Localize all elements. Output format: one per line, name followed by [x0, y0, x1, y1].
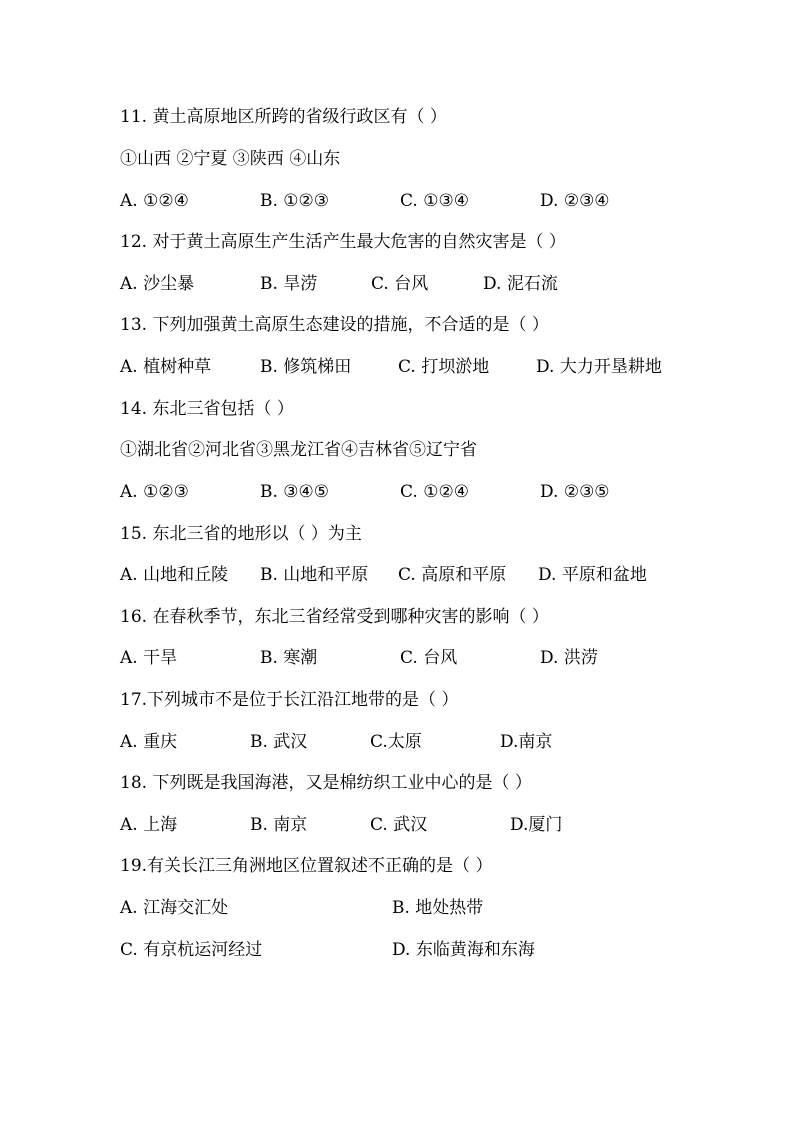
question-14-stem: 14. 东北三省包括（ ） — [120, 399, 294, 419]
option-c: C.太原 — [370, 732, 422, 752]
option-d: D. ②③④ — [540, 191, 610, 211]
option-c: C. 台风 — [371, 274, 429, 294]
option-d: D. 平原和盆地 — [538, 565, 647, 585]
option-a: A. 江海交汇处 — [120, 898, 229, 918]
option-b: B. 南京 — [250, 815, 308, 835]
question-12-stem: 12. 对于黄土高原生产生活产生最大危害的自然灾害是（ ） — [120, 232, 566, 252]
option-a: A. 植树种草 — [120, 357, 212, 377]
option-b: B. 地处热带 — [392, 898, 484, 918]
option-d: D.厦门 — [510, 815, 563, 835]
option-a: A. ①②③ — [120, 482, 189, 502]
option-c: C. 高原和平原 — [398, 565, 507, 585]
option-c: C. 有京杭运河经过 — [120, 940, 263, 960]
option-d: D. 洪涝 — [540, 648, 598, 668]
option-a: A. 山地和丘陵 — [120, 565, 229, 585]
question-16-stem: 16. 在春秋季节，东北三省经常受到哪种灾害的影响（ ） — [120, 607, 549, 627]
option-b: B. 寒潮 — [260, 648, 318, 668]
option-a: A. 干旱 — [120, 648, 178, 668]
option-c: C. ①③④ — [400, 191, 469, 211]
option-c: C. ①②④ — [400, 482, 469, 502]
option-b: B. ③④⑤ — [260, 482, 330, 502]
option-b: B. 武汉 — [250, 732, 308, 752]
option-c: C. 台风 — [400, 648, 458, 668]
option-d: D. 东临黄海和东海 — [392, 940, 535, 960]
option-b: B. 修筑梯田 — [260, 357, 352, 377]
option-a: A. ①②④ — [120, 191, 189, 211]
option-b: B. 旱涝 — [260, 274, 318, 294]
option-c: C. 打坝淤地 — [398, 357, 490, 377]
option-b: B. ①②③ — [260, 191, 330, 211]
question-17-stem: 17.下列城市不是位于长江沿江地带的是（ ） — [120, 690, 459, 710]
option-d: D.南京 — [500, 732, 553, 752]
question-15-stem: 15. 东北三省的地形以（ ）为主 — [120, 524, 362, 544]
question-11-stem: 11. 黄土高原地区所跨的省级行政区有（ ） — [120, 107, 447, 127]
option-a: A. 重庆 — [120, 732, 178, 752]
option-d: D. 大力开垦耕地 — [536, 357, 662, 377]
option-a: A. 上海 — [120, 815, 178, 835]
option-b: B. 山地和平原 — [260, 565, 369, 585]
question-11-statements: ①山西 ②宁夏 ③陕西 ④山东 — [120, 149, 341, 169]
question-14-statements: ①湖北省②河北省③黑龙江省④吉林省⑤辽宁省 — [120, 440, 477, 460]
option-d: D. ②③⑤ — [540, 482, 610, 502]
option-c: C. 武汉 — [370, 815, 428, 835]
option-d: D. 泥石流 — [483, 274, 558, 294]
question-13-stem: 13. 下列加强黄土高原生态建设的措施，不合适的是（ ） — [120, 315, 549, 335]
question-19-stem: 19.有关长江三角洲地区位置叙述不正确的是（ ） — [120, 856, 493, 876]
option-a: A. 沙尘暴 — [120, 274, 195, 294]
question-18-stem: 18. 下列既是我国海港，又是棉纺织工业中心的是（ ） — [120, 773, 532, 793]
